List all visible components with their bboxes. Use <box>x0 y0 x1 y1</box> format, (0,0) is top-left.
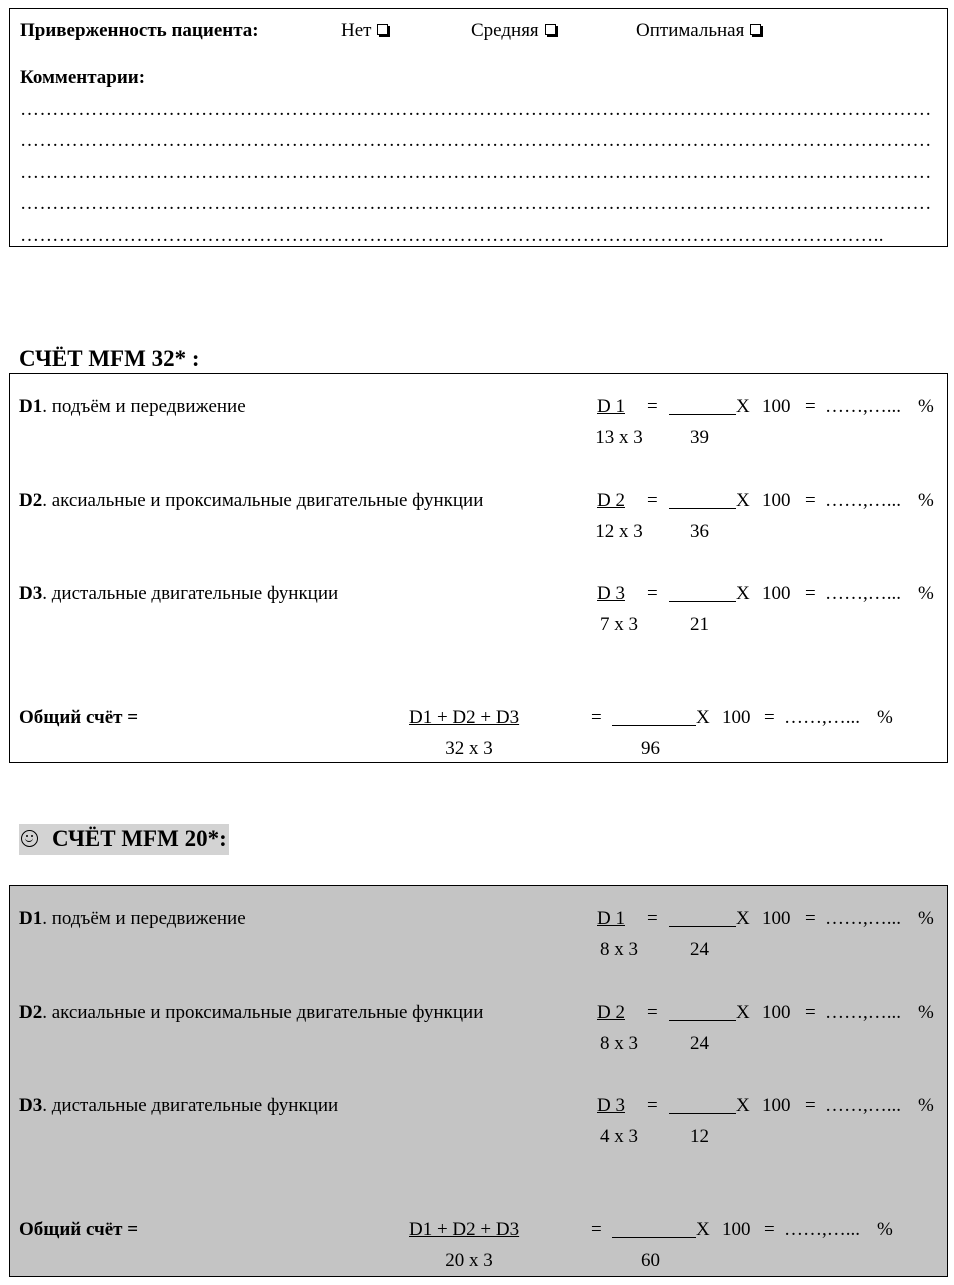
smiley-icon <box>21 830 38 847</box>
domain-description: . аксиальные и проксимальные двигательные функции <box>42 490 484 511</box>
score-blank[interactable] <box>669 1098 736 1114</box>
times-sign: X <box>736 1002 750 1023</box>
percent-result[interactable]: ……,…... <box>825 1002 901 1023</box>
equals-sign: = <box>764 707 775 728</box>
fraction-denominator: 12 x 3 <box>595 521 643 542</box>
equals-sign: = <box>647 908 658 929</box>
equals-sign: = <box>805 1095 816 1116</box>
domain-code: D2 <box>19 1002 43 1023</box>
times-sign: X <box>696 1219 710 1240</box>
max-score: 24 <box>690 939 709 960</box>
domain-row-label <box>19 583 338 605</box>
equals-sign: = <box>647 396 658 417</box>
domain-row-label <box>19 908 246 930</box>
equals-sign: = <box>591 707 602 728</box>
adherence-label: Приверженность пациента: <box>20 20 259 41</box>
comment-line[interactable]: …………………………………………………………………………………………………………………………… <box>20 130 932 151</box>
times-sign: X <box>736 908 750 929</box>
equals-sign: = <box>647 583 658 604</box>
total-score-label: Общий счёт = <box>19 1219 139 1240</box>
percent-sign: % <box>918 1095 934 1116</box>
domain-row-label <box>19 490 483 512</box>
score-blank[interactable] <box>669 493 736 509</box>
max-score: 39 <box>690 427 709 448</box>
fraction-numerator: D 1 <box>597 396 625 417</box>
score-blank[interactable] <box>669 586 736 602</box>
total-score-label: Общий счёт = <box>19 707 139 728</box>
domain-row-label <box>19 1002 483 1024</box>
domain-code: D3 <box>19 1095 43 1116</box>
percent-result[interactable]: ……,…... <box>825 396 901 417</box>
hundred: 100 <box>762 1095 791 1116</box>
percent-result[interactable]: ……,…... <box>825 1095 901 1116</box>
adherence-option-medium[interactable]: Средняя <box>471 20 556 42</box>
percent-result[interactable]: ……,…... <box>825 908 901 929</box>
equals-sign: = <box>647 1095 658 1116</box>
times-sign: X <box>736 490 750 511</box>
times-sign: X <box>736 1095 750 1116</box>
total-denominator: 32 x 3 <box>445 738 493 759</box>
max-score: 12 <box>690 1126 709 1147</box>
equals-sign: = <box>805 396 816 417</box>
times-sign: X <box>736 583 750 604</box>
equals-sign: = <box>591 1219 602 1240</box>
adherence-box <box>9 8 948 247</box>
total-numerator: D1 + D2 + D3 <box>409 707 520 728</box>
checkbox-icon[interactable] <box>545 24 556 35</box>
hundred: 100 <box>762 908 791 929</box>
percent-sign: % <box>877 707 893 728</box>
max-score: 24 <box>690 1033 709 1054</box>
fraction-numerator: D 1 <box>597 908 625 929</box>
score-blank[interactable] <box>669 911 736 927</box>
mfm20-title: СЧЁТ MFM 20*: <box>19 826 229 852</box>
equals-sign: = <box>764 1219 775 1240</box>
total-percent-result[interactable]: ……,…... <box>784 707 860 728</box>
percent-sign: % <box>918 908 934 929</box>
total-score-blank[interactable] <box>612 710 696 726</box>
checkbox-icon[interactable] <box>377 24 388 35</box>
total-score-blank[interactable] <box>612 1222 696 1238</box>
percent-sign: % <box>918 490 934 511</box>
adherence-option-optimal[interactable]: Оптимальная <box>636 20 761 42</box>
domain-row-label <box>19 396 246 418</box>
domain-description: . дистальные двигательные функции <box>42 583 339 604</box>
domain-code: D3 <box>19 583 43 604</box>
score-blank[interactable] <box>669 399 736 415</box>
domain-description: . подъём и передвижение <box>42 908 246 929</box>
comment-line[interactable]: …………………………………………………………………………………………………………………………… <box>20 193 932 214</box>
equals-sign: = <box>805 908 816 929</box>
comment-line[interactable]: …………………………………………………………………………………………………………………………… <box>20 162 932 183</box>
hundred: 100 <box>722 707 751 728</box>
mfm20-box <box>9 885 948 1277</box>
max-score: 21 <box>690 614 709 635</box>
total-max-score: 96 <box>641 738 660 759</box>
equals-sign: = <box>805 583 816 604</box>
hundred: 100 <box>722 1219 751 1240</box>
equals-sign: = <box>805 490 816 511</box>
fraction-numerator: D 2 <box>597 1002 625 1023</box>
percent-result[interactable]: ……,…... <box>825 583 901 604</box>
fraction-denominator: 4 x 3 <box>600 1126 638 1147</box>
equals-sign: = <box>647 1002 658 1023</box>
percent-sign: % <box>918 583 934 604</box>
comment-line[interactable]: …………………………………………………………………………………………………………………….. <box>20 225 884 246</box>
fraction-denominator: 13 x 3 <box>595 427 643 448</box>
equals-sign: = <box>647 490 658 511</box>
mfm32-box <box>9 373 948 763</box>
domain-code: D1 <box>19 396 43 417</box>
hundred: 100 <box>762 490 791 511</box>
domain-row-label <box>19 1095 338 1117</box>
fraction-denominator: 7 x 3 <box>600 614 638 635</box>
total-denominator: 20 x 3 <box>445 1250 493 1271</box>
fraction-numerator: D 2 <box>597 490 625 511</box>
domain-description: . подъём и передвижение <box>42 396 246 417</box>
domain-description: . дистальные двигательные функции <box>42 1095 339 1116</box>
domain-code: D1 <box>19 908 43 929</box>
fraction-denominator: 8 x 3 <box>600 939 638 960</box>
fraction-numerator: D 3 <box>597 1095 625 1116</box>
domain-code: D2 <box>19 490 43 511</box>
total-max-score: 60 <box>641 1250 660 1271</box>
percent-sign: % <box>918 396 934 417</box>
score-blank[interactable] <box>669 1005 736 1021</box>
percent-sign: % <box>877 1219 893 1240</box>
comments-label: Комментарии: <box>20 67 146 88</box>
fraction-numerator: D 3 <box>597 583 625 604</box>
times-sign: X <box>736 396 750 417</box>
hundred: 100 <box>762 396 791 417</box>
fraction-denominator: 8 x 3 <box>600 1033 638 1054</box>
domain-description: . аксиальные и проксимальные двигательные функции <box>42 1002 484 1023</box>
times-sign: X <box>696 707 710 728</box>
adherence-option-none[interactable]: Нет <box>341 20 388 42</box>
hundred: 100 <box>762 1002 791 1023</box>
comment-line[interactable]: …………………………………………………………………………………………………………………………… <box>20 99 932 120</box>
percent-result[interactable]: ……,…... <box>825 490 901 511</box>
total-percent-result[interactable]: ……,…... <box>784 1219 860 1240</box>
hundred: 100 <box>762 583 791 604</box>
mfm32-title: СЧЁТ MFM 32* : <box>19 346 200 371</box>
checkbox-icon[interactable] <box>750 24 761 35</box>
max-score: 36 <box>690 521 709 542</box>
equals-sign: = <box>805 1002 816 1023</box>
percent-sign: % <box>918 1002 934 1023</box>
total-numerator: D1 + D2 + D3 <box>409 1219 520 1240</box>
